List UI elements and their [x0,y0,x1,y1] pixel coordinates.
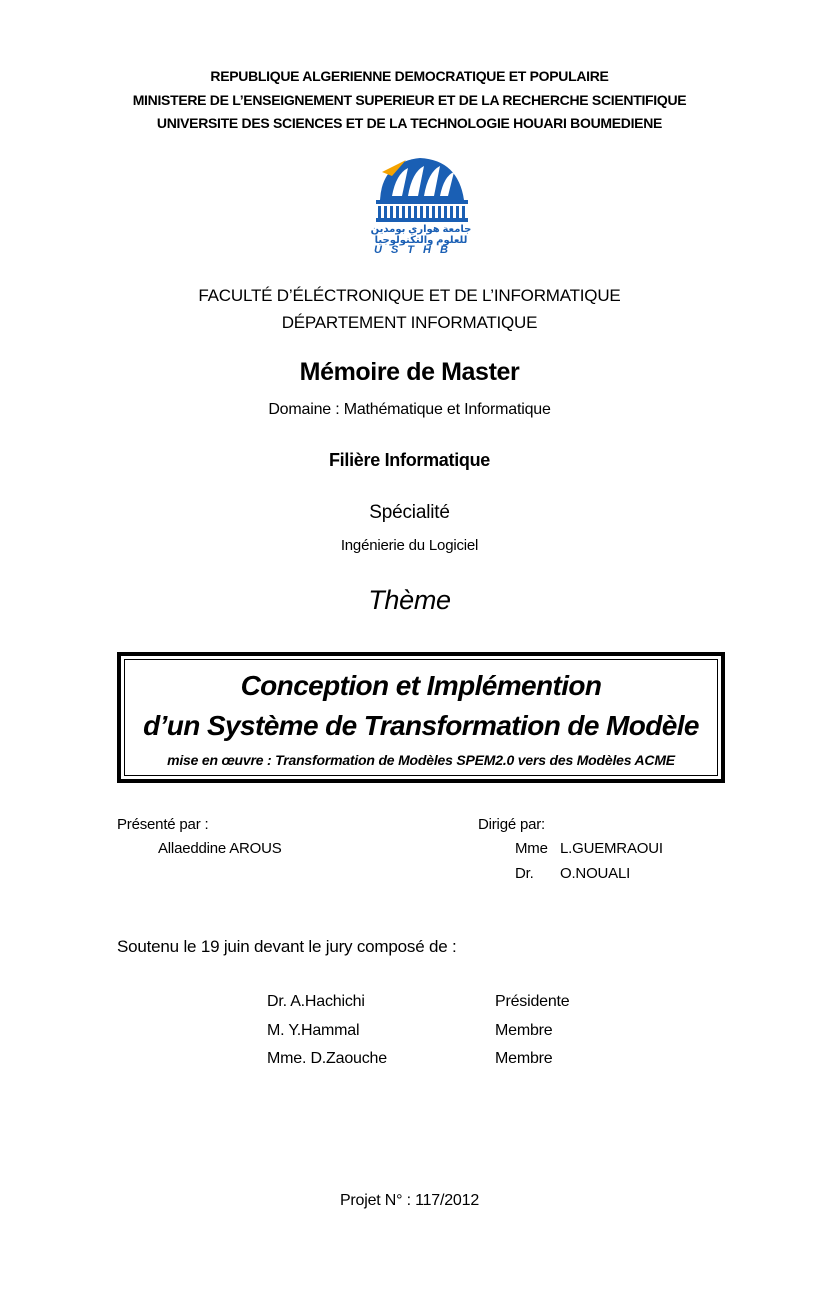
jury-member-role: Présidente [495,993,570,1010]
theme-line-3: mise en œuvre : Transformation de Modèles SPEM2.0 vers des Modèles ACME [167,752,675,768]
presented-label: Présenté par : [117,816,209,833]
theme-label: Thème [368,585,451,615]
jury-member-role: Membre [495,1050,553,1067]
header-university: UNIVERSITE DES SCIENCES ET DE LA TECHNOLOGIE HOUARI BOUMEDIENE [156,115,663,131]
director-title-1: Mme [515,840,548,857]
usthb-logo [362,152,480,262]
directed-label: Dirigé par: [478,816,545,833]
theme-line-2: d’un Système de Transformation de Modèle [143,710,699,741]
header-ministry: MINISTERE DE L’ENSEIGNEMENT SUPERIEUR ET DE LA RECHERCHE SCIENTIFIQUE [132,92,687,108]
memoire-title: Mémoire de Master [299,358,520,386]
director-name-1: L.GUEMRAOUI [560,840,663,857]
specialite-value: Ingénierie du Logiciel [340,537,479,554]
jury-member-name: M. Y.Hammal [267,1022,360,1039]
department-name: DÉPARTEMENT INFORMATIQUE [281,313,538,332]
projet-number: Projet N° : 117/2012 [339,1192,480,1209]
director-title-2: Dr. [515,865,534,882]
director-name-2: O.NOUALI [560,865,631,882]
logo-latin-text: USTHB [374,244,457,256]
faculty-name: FACULTÉ D’ÉLÉCTRONIQUE ET DE L’INFORMATIQUE [198,286,621,305]
theme-line-1: Conception et Implémention [240,670,602,701]
jury-member-name: Dr. A.Hachichi [267,993,365,1010]
jury-intro: Soutenu le 19 juin devant le jury composé de : [117,937,457,956]
theme-title-box [117,652,725,783]
header-republic: REPUBLIQUE ALGERIENNE DEMOCRATIQUE ET POPULAIRE [210,68,609,84]
presented-name: Allaeddine AROUS [158,840,282,857]
specialite-label: Spécialité [369,502,450,523]
logo-arabic-text: جامعة هواري بومدين للعلوم والتكنولوجيا [370,224,472,246]
memoire-filiere: Filière Informatique [328,450,491,470]
memoire-domain: Domaine : Mathématique et Informatique [268,401,551,418]
jury-member-name: Mme. D.Zaouche [267,1050,387,1067]
theme-title-inner-frame [124,659,718,776]
jury-member-role: Membre [495,1022,553,1039]
usthb-emblem-icon [362,152,480,224]
